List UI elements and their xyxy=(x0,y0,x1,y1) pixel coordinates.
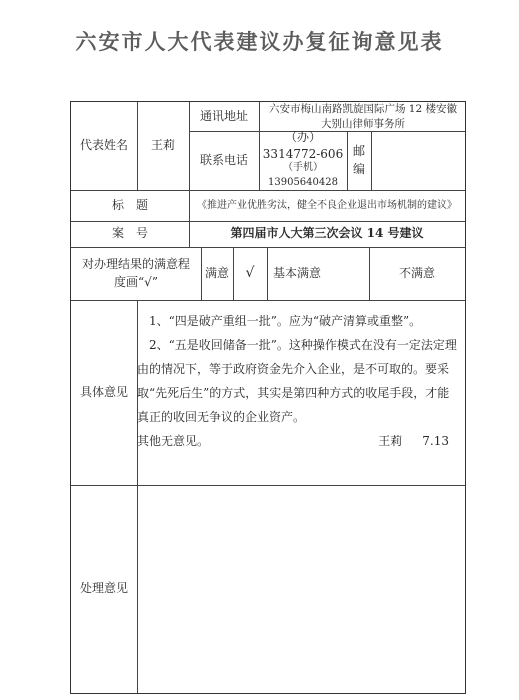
phone-label: 联系电话 xyxy=(199,152,248,167)
opinion-form xyxy=(70,101,466,694)
option-basic-satisfied: 基本满意 xyxy=(273,265,322,280)
office-phone: （办）3314772-606 xyxy=(262,129,344,161)
case-no-label: 案 号 xyxy=(111,226,148,241)
opinion-line-1: 1、“四是破产重组一批”。应为“破产清算或重整”。 xyxy=(149,314,422,328)
opinion-signature-row xyxy=(137,429,461,453)
handling-value xyxy=(137,485,465,693)
handling-label: 处理意见 xyxy=(79,581,128,596)
page-title: 六安市人大代表建议办复征询意见表 xyxy=(75,29,444,54)
opinion-text xyxy=(137,309,461,453)
divider xyxy=(371,131,372,190)
signature-date: 7.13 xyxy=(422,434,449,448)
rep-name: 王莉 xyxy=(150,138,175,153)
opinion-line-2: 2、“五是收回储备一批”。这种操作模式在没有一定法定理由的情况下，等于政府资金先介入企业，是不可取的。要采取“先死后生”的方式，其实是第四种方式的收尾手段，才能真正的收回无争议的企业资产。 xyxy=(137,338,457,424)
address-label: 通讯地址 xyxy=(199,108,248,123)
rep-name-label: 代表姓名 xyxy=(79,138,128,153)
check-mark: √ xyxy=(245,265,255,282)
opinion-label: 具体意见 xyxy=(79,384,128,399)
address-value: 六安市梅山南路凯旋国际广场 12 楼安徽大别山律师事务所 xyxy=(268,103,458,130)
case-no-value: 第四届市人大第三次会议 14 号建议 xyxy=(230,226,424,241)
divider xyxy=(267,247,268,300)
subject-label: 标 题 xyxy=(111,197,148,212)
postcode-label: 邮编 xyxy=(352,144,365,176)
signature-name: 王莉 xyxy=(378,434,403,448)
option-unsatisfied: 不满意 xyxy=(398,265,435,280)
opinion-line-3: 其他无意见。 xyxy=(137,434,210,448)
mobile-phone: （手机）13905640428 xyxy=(268,162,338,188)
satisfaction-label: 对办理结果的满意程度画“√” xyxy=(81,257,190,289)
option-satisfied: 满意 xyxy=(204,265,229,280)
subject-value: 《推进产业优胜劣汰，健全不良企业退出市场机制的建议》 xyxy=(197,200,457,211)
